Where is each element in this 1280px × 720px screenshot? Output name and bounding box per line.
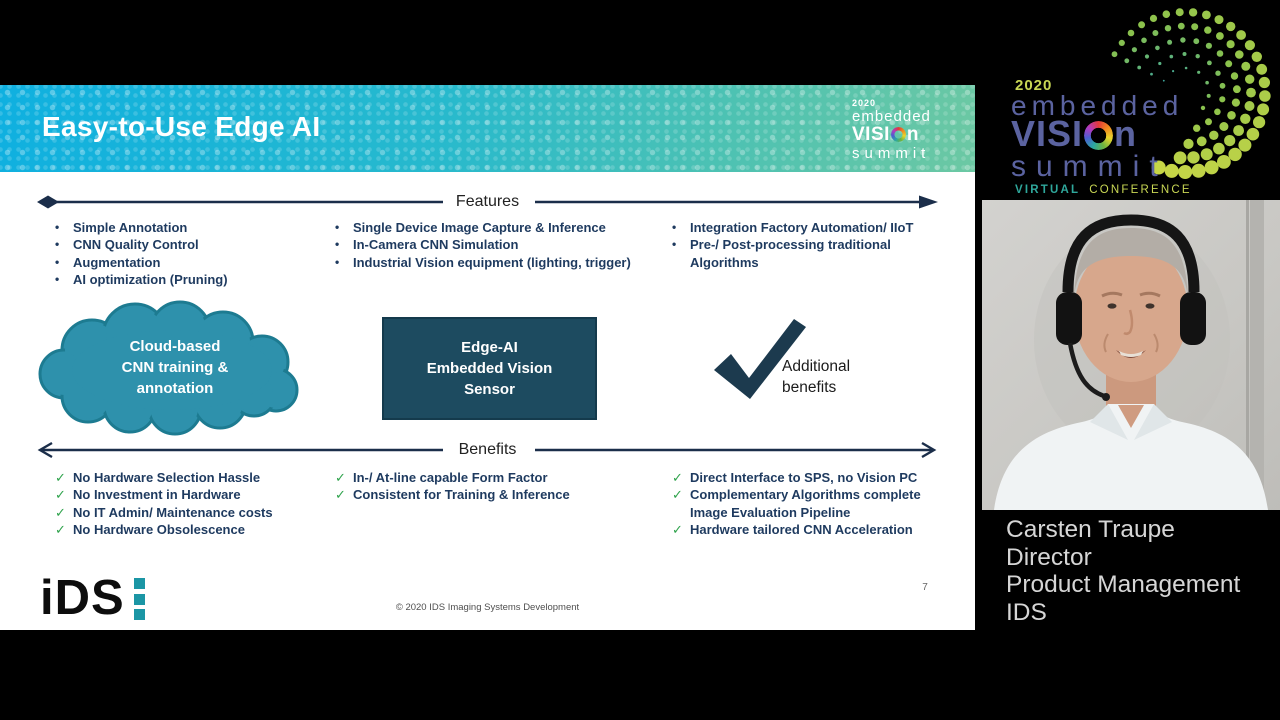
embedded-vision-summit-logo-small <box>852 99 931 161</box>
ids-logo <box>40 571 145 625</box>
summit-logo-embedded: embedded <box>1011 90 1184 121</box>
bullet-dot-icon: • <box>672 220 677 234</box>
speaker-caption <box>1006 516 1240 626</box>
benefit-item: ✓ No Hardware Selection Hassle <box>55 470 261 485</box>
benefit-item: ✓ Hardware tailored CNN Acceleration <box>672 521 913 537</box>
logo-year: 2020 <box>852 98 877 108</box>
feature-item: • Augmentation <box>55 254 161 270</box>
additional-benefits-label: Additional benefits <box>782 358 851 396</box>
logo-summit: summit <box>852 145 931 162</box>
speaker-video <box>982 200 1280 510</box>
feature-item: • Pre-/ Post-processing traditional Algorithms <box>672 237 891 270</box>
check-icon: ✓ <box>672 470 683 485</box>
page-number: 7 <box>922 582 928 593</box>
check-icon: ✓ <box>335 470 346 485</box>
check-icon: ✓ <box>672 521 683 537</box>
features-arrow-row <box>35 191 940 213</box>
benefits-arrow-row <box>35 439 940 461</box>
benefit-item: ✓ No Investment in Hardware <box>55 487 241 503</box>
bullet-dot-icon: • <box>55 237 60 252</box>
check-icon: ✓ <box>55 487 66 503</box>
summit-logo-summit: summit <box>1011 150 1168 183</box>
logo-embedded: embedded <box>852 108 931 125</box>
features-column-2 <box>335 219 672 288</box>
logo-vision: VISI n <box>852 124 920 145</box>
bullet-dot-icon: • <box>672 237 677 252</box>
benefit-item: ✓ No IT Admin/ Maintenance costs <box>55 504 273 520</box>
check-icon: ✓ <box>55 470 66 485</box>
ids-logo-text: iDS <box>40 571 125 625</box>
features-label: Features <box>455 193 520 210</box>
copyright-text: © 2020 IDS Imaging Systems Development <box>395 602 580 613</box>
benefit-item: ✓ No Hardware Obsolescence <box>55 521 245 537</box>
bullet-dot-icon: • <box>335 237 340 252</box>
speaker-name: Carsten Traupe <box>1006 516 1175 543</box>
edge-ai-box-label: Edge-AI Embedded Vision Sensor <box>426 339 553 398</box>
bullet-dot-icon: • <box>335 254 340 269</box>
bullet-dot-icon: • <box>55 220 60 234</box>
check-icon: ✓ <box>672 487 683 503</box>
cloud-label: Cloud-based CNN training & annotation <box>121 338 229 397</box>
presentation-slide <box>0 85 975 630</box>
feature-item: • In-Camera CNN Simulation <box>335 237 519 253</box>
edge-ai-sensor-box <box>382 317 597 420</box>
rainbow-o-icon <box>891 127 906 142</box>
speaker-company: IDS <box>1006 598 1047 626</box>
bullet-dot-icon: • <box>55 271 60 286</box>
benefits-label: Benefits <box>458 441 517 458</box>
features-column-3 <box>672 219 922 288</box>
benefits-lists <box>55 469 922 538</box>
features-lists <box>55 219 922 288</box>
feature-item: • Single Device Image Capture & Inference <box>335 220 606 235</box>
benefit-item: ✓ In-/ At-line capable Form Factor <box>335 470 548 485</box>
benefits-column-1 <box>55 469 335 538</box>
benefit-item: ✓ Complementary Algorithms complete Image Evaluation Pipeline <box>672 487 921 520</box>
summit-logo-year: 2020 <box>1015 77 1053 94</box>
bullet-dot-icon: • <box>55 254 60 269</box>
benefit-item: ✓ Consistent for Training & Inference <box>335 487 570 503</box>
feature-item: • Simple Annotation <box>55 220 188 235</box>
cloud-shape <box>30 298 320 440</box>
feature-item: • Integration Factory Automation/ IIoT <box>672 220 914 235</box>
speaker-role: Director <box>1006 543 1092 571</box>
benefits-column-2 <box>335 469 672 538</box>
bullet-dot-icon: • <box>335 220 340 234</box>
slide-header-banner <box>0 85 975 172</box>
features-column-1 <box>55 219 335 288</box>
rainbow-o-icon <box>1084 121 1113 150</box>
feature-item: • CNN Quality Control <box>55 237 199 253</box>
ids-logo-squares-icon <box>134 578 145 620</box>
feature-item: • AI optimization (Pruning) <box>55 271 228 287</box>
check-icon: ✓ <box>55 504 66 520</box>
slide-title: Easy-to-Use Edge AI <box>42 111 321 142</box>
summit-logo-virtual-conference: VIRTUAL CONFERENCE <box>1015 184 1192 196</box>
feature-item: • Industrial Vision equipment (lighting, trigger) <box>335 254 631 270</box>
speaker-department: Product Management <box>1006 571 1241 598</box>
benefits-column-3 <box>672 469 922 538</box>
check-icon: ✓ <box>335 487 346 503</box>
speaker-illustration <box>982 200 1280 510</box>
summit-logo-vision: VISI n <box>1011 113 1138 154</box>
check-icon: ✓ <box>55 521 66 537</box>
benefit-item: ✓ Direct Interface to SPS, no Vision PC <box>672 470 918 485</box>
